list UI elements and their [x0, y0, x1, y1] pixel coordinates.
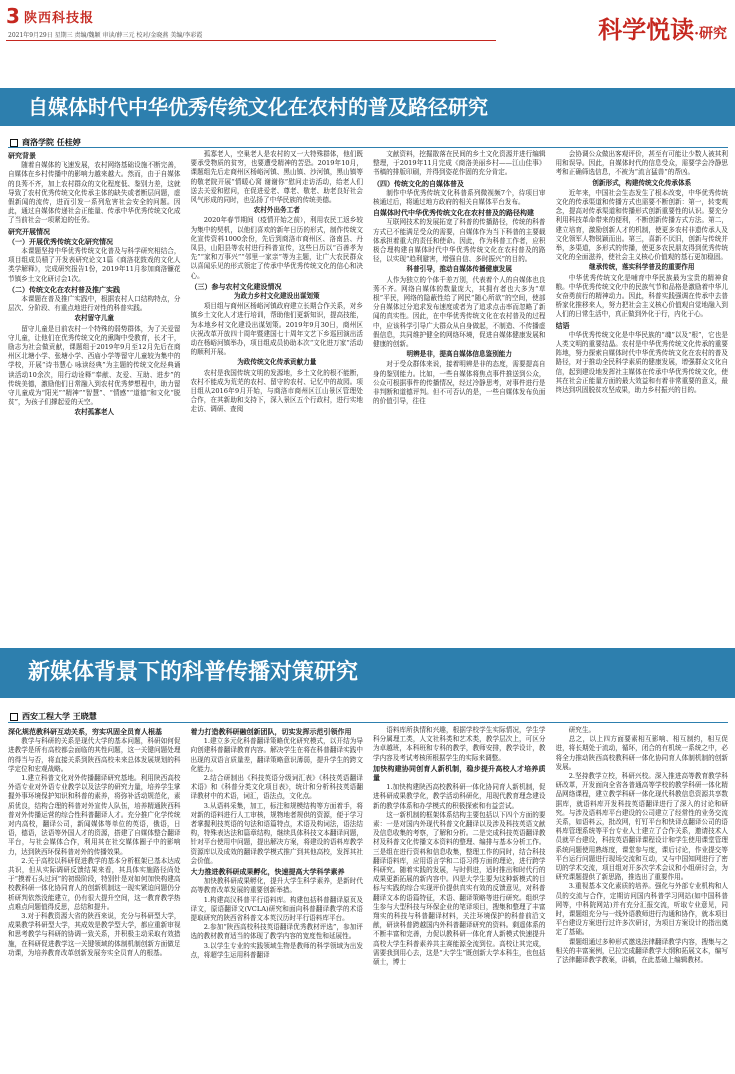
paragraph: 中华优秀传统文化是哺育中华民族最为宝贵的精神食粮。中华优秀传统文化中的民族气节和品格是激励着中华儿女奋勇前行的精神动力。因此，科普实践强调在传承中去普桥家化推移来人，努力把社会主义核心价值观自觉地融入到人们的日常生活中，真正做到外化于行，内化于心。 [555, 273, 728, 319]
byline-rule [8, 722, 728, 723]
paragraph: 3.重视基本文化素质的培养。强化与外部专业机构和人员的交流与合作，定期访问国内科普学习网站(如中国科普网等，中科院网站)并有充分汇报交流，听取专业意见，同时，课题组充分与一线外语教师进行沟通和协作，就本项目平台建设方案进行过许多次研讨，为项目方案设计的指出奠定了基础。 [555, 882, 728, 937]
paragraph: 留守儿童是目前农村一个特殊的弱势群体，为了关爱留守儿童，让他们在优秀传统文化的熏陶中受教育，长才干，励志为社会做贡献，课题组于2019年9月至12月先后在商州区北塘小学、张塘小学、西庙小学等留守儿童较为集中的学校，开展“诗书慧心 咏读经典”为主题的传统文化经典诵读活动10余次，用行动诠释“奉献、友爱、互助、进步”的传统美德，激励他们日常融入到农村优秀梦想程中，助力留守儿童成为“阳光”“精神”“智慧”、“情感”“道德”和文化“脱贫”，为孩子们撑起爱的天空。 [8, 324, 181, 407]
text-column [556, 726, 729, 1071]
text-column [8, 150, 181, 630]
paragraph: 2.坚持教学立校，科研兴校。深入推进高等教育教学科研改革，开发面向全省各普通高等学校的教学科研一体化精品网络课程，建立教学科研一体化现代科教信息资源共享数据库，就语料库开发科技英语翻译进行了深入的讨论和研究。与涉及语料库平台建设的公司建立了经常性的业务交流关系，如语料云，批改网，钉钉平台和快译点翻译公司的语料库管理系统等平台专业人士建立了合作关系，邀请技术人员就平台建设，科技英语翻译课程设计和学生使用课堂管理系统问题使用熟练度，课堂参与度，课后讨论，作业提交等平台运行问题进行现场交流和互动，又与中国知网进行了密切的学术交流，项目组对开多次学术会议和小组研讨会，为研究课题提供了新思路，推选出了重要作用。 [555, 772, 728, 882]
page-number: 3 [6, 4, 20, 28]
paragraph: 研究生。 [568, 726, 596, 734]
paragraph: 中华优秀传统文化是中华民族的“魂”以及“根”，它也是人类文明的重要结晶。农村是中华优秀传统文化传承的重要阵地，努力探索自媒体时代中华优秀传统文化在农村的普及路径，对于推动全民科学素质的健康发展，增强群众文化自信，起到建设地发挥社主媒体在传承中华优秀传统文化，使其在社会正能量方面的最大效益和有着非常重要的意义，最终达到巩固脱贫攻坚成果，助力乡村振兴的目的。 [555, 330, 728, 395]
paragraph: 1.加快构建陕西高校教科研一体化协同育人新机制，促进科研成果教学化，教学活动科研化，用现代教育理念建设新的教学体系和办学模式的积极探索和有益尝试。 [373, 783, 546, 810]
subheading: 加快构建协同创育人新机制，稳步提升高校人才培养质量 [373, 763, 546, 783]
subheading: 结语 [555, 320, 570, 330]
subheading: 着力打造教科研融创新团队，切实发挥示范引领作用 [190, 727, 352, 736]
paragraph: 随着自媒体的飞速发展，农村网络基础设施不断完善，自媒体在乡村传播中的影响力越来越大。然而，由于自媒体的良莠不齐，加上农村群众的文化程度低、鉴别力差，这就导致了农村优秀传统文化传承主体的缺失或者断层问题，虚假新闻的流传，进而引发一系列危害社会安全的问题。因此，通过自媒体传递社会正能量、传承中华优秀传统文化成了当前社会一项紧迫的任务。 [8, 161, 181, 225]
article2-author: 西安工程大学 王晓慧 [22, 712, 97, 721]
subheading: 继承传统，落实科学普及的重要作用 [589, 263, 695, 272]
paragraph: 1.建立科普文化对外传播翻译研究基地。利用陕西高校外语专业对外语专业教学以及法学的研究力量，培养学生掌握外事环境保护知识和科普的素养，将弥补活动规范化，素质优良，结构合理的科普对外宣传人队伍，培养精通陕西科普对外传播运营的综合性科普翻译人才。充分推广化学传统对内高校，翻译公司，新闻媒体等单位的英语，俄语，日语，德语，法语等外国人才的资源，搭建了自媒体整合翻译平台，与社会媒体合作，利用其在社交媒体圈子中的影响力，达到陕西环保科普对外的传播效果。 [8, 774, 181, 856]
subheading: 研究背景 [8, 151, 36, 160]
paragraph: 2.关于高校以科研促进教学的基本分析框架已基本达成共识，但从实际调研反馈结果来看，其具体实施路径尚处于“摸着石头过河”的初级阶段，特别针是对如何加快构建高校教科研一体化协同育人的创新机制这一现实紧迫问题仍分析研判依然没能建立，仍有很大提升空间，这一教育教学热点难点问题值得反思，总结和提升。 [8, 856, 181, 911]
paragraph: 对于受众群体来说，接着明辨是非的态度，需要提高自身的鉴别能力。比如，一些自媒体将焦点事件推送到公众，公众可根据事件的传播情况，经过冷静思考，对事件进行是非判断和道德评判。但不可否认的是，一些自媒体发布负面的价值引导，往往 [373, 360, 546, 406]
text-column [191, 726, 364, 1071]
subheading: 明辨是非，提高自媒体信息鉴别能力 [406, 350, 512, 359]
article2-byline [10, 711, 97, 722]
subheading: 研究开展情况 [8, 226, 50, 236]
article1-title: 自媒体时代中华优秀传统文化在农村的普及路径研究 [0, 88, 735, 126]
subheading: （四）传统文化的自媒体普及 [373, 178, 464, 188]
paragraph: 本课题坚持中华优秀传统文化普及与科学研究相结合，项目组成员積了开发表研究论文1篇《商洛花鼓戏的文化人类学解释》，完成研究报告1份，2019年11月参加商洛镰花节镇乡土文化研讨会1次。 [8, 247, 181, 283]
subheading: 农村留守儿童 [74, 314, 115, 323]
paragraph: 3.对于科教资源大省的陕西来说，充分与科研型大学，成果教学科研型大学，其成效是教学型大学，都应重新审视和思考教学与科研的协调一致关系，并积极主动采取有效措施，在科研促进教学这一关键领域的体制机制创新方面做足功课，为培养教育改革创新发展夯实全员育人的根基。 [8, 912, 181, 957]
subheading: 为政力乡村文化建设出谋划策 [233, 292, 320, 301]
paragraph: 这一新机制的框架体系结构主要包括以下四个方面的要素：一是对国内外现代科普文化翻译以及涉及科技英语文献及信息收集的考察，了解和分析。二是完成科技英语翻译教材及科普文化传播文本资料的整理、编排与基本分析工作。三是组在进行资料和信息收集，整理工作的同时，结合科技翻译语料库，应用语言学和二语习得方面的理论，进行跨学科研究。随着实践的发展，与时俱进，适时推出和时代行的成果更新拓展的新内容中。四是大学生要为这种新模式的目标与实践的综合实现评价提供真实有效的反馈意见，对科普翻译文本的语篇特征，术语、翻译策略等进行研究。组织学生参与大型科技与环保企业的笔译项目，搜集和整理了丰富翔实的科技与科普翻译材料，关注环境保护的科普前沿文献，研读科普跨越国内外科普翻译研究的资料。剩遥体系的不断丰富和完善，力促以教科研一体化育人新模式快速提升高校大学生科普素养共主赛能源全流到位。高校让其完成，需要我到用心去，这是“大学生”既创新大学本科生，也包括硕士，博士 [373, 810, 546, 967]
paragraph: 总之，以上四方面要素相互影响、相互制约，相互促进，将长期处于流动，循环，闭合的有机统一系统之中，必将全力推动陕西高校教科研一体化协同育人体制机制的创新发展。 [555, 735, 728, 771]
article1-author: 商洛学院 任桂婷 [22, 138, 81, 147]
paragraph: 文献资料，挖掘散落在民间的乡土文化资源并进行编辑整理，于2019年11月完成《商洛美丽乡村——江山佳事》书稿的排版印刷，并得到姿花作固的充分肯定。 [373, 150, 546, 177]
section-name: 科学悦读 [598, 15, 695, 44]
header-rule [6, 40, 496, 41]
subheading: 自媒体时代中华优秀传统文化在农村普及的路径构建 [373, 208, 534, 218]
paragraph: 加快教科研成果孵化，提升大学生科学素养，是新时代高等教育改革发展的重要创新举措。 [190, 877, 363, 895]
newspaper-name: 陕西科技报 [24, 11, 95, 26]
subheading: 创新形式，构建传统文化传承体系 [592, 178, 692, 187]
paragraph: 本课题在普及推广实践中，根据农村人口结构特点，分层次、分阶段、有重点地进行对性的科普实践。 [8, 295, 181, 313]
paragraph: 人作为独立的个体千差万别，代表着个人的自媒体也良莠不齐。网络自媒体的数量庞大，其拥有者也大多为“草根”平民，网络的隐蔽性给了网民“随心所欲”的空间，使部分自媒体过分追求发布速度或者为了追求点击率而忽略了新闻的真实性。因此，在中华优秀传统文化在农村普及的过程中，应该科学引导广大群众从自身做起，不制造、不传播虚假信息，共同维护健全的网络环境，促进自媒体健康发展和健康的创新。 [373, 275, 546, 349]
paragraph: 3.以学生专业的实践领域生物是教师的科学领域为出发点，将超学生运用科普翻译 [190, 941, 363, 959]
subheading: 大力推进教科研成果孵化，快速提高大学科学素养 [190, 867, 345, 877]
paragraph: 近年来，中国社会生态发生了根本改变，中华优秀传统文化的传承渠道和传播方式也需要不断创新：第一，转变观念，提高对传承渠道和传播形式创新重要性的认识。要充分利用科技革命带来的便利，不断创新传播方式方法。第二，建立培育，激励创新人才的机制，使更多农村非遗传承人及文化领军人物锐颖而出。第三，喜新不厌旧，创新与传统并举，多渠道，多形式的传播，使更多农民朋友得到优秀传统文化的全面滋养，使社会主义核心价值观的基石更加稳固。 [555, 188, 728, 262]
paragraph: 教学与科研的关系是现代大学的基本问题，科研如何促进教学是所有高校都会面临的其性问题，这一关键问题处理的得当与否，将直接关系到陕西高校未来总体发展规划的科学定位和宏观战略。 [8, 737, 181, 773]
subheading: 农村孤寡老人 [74, 408, 115, 417]
paragraph: 3.从语料采集，加工，标注和规模结构等方面着手，将对新的语料进行人工审核，规物地者规供的资源，便于学习者掌握利技英语的句法和语篇特点，术语及构词法，语法结构，特殊表达法和篇章结构，继续具体科技文本翻译问题，针对平台使用中问题，提出解决方案，将建设的语料库教学资源库以及成效的翻译教学模式推广到其他高校，发挥其社会价值。 [190, 801, 363, 865]
byline-box-icon [10, 713, 18, 721]
subheading: （一）开展优秀传统文化研究情况 [8, 236, 113, 246]
byline-box-icon [10, 139, 18, 147]
byline-rule [8, 147, 728, 148]
text-column [556, 150, 729, 630]
section-title [598, 10, 727, 45]
subheading: 为政传统文化传承贡献力量 [237, 358, 317, 367]
paragraph: 课题组通过多种形式邀选法律翻译教学内容，搜集与之相关的丰富案例，已拉完成翻译教学大纲和拓展文本，编写了法律翻译教学教案，讲稿，在此基础上编辑教材。 [555, 937, 728, 965]
text-column [373, 150, 546, 630]
subheading: 农村外出务工者 [253, 206, 300, 215]
subheading: 深化规范教科研互动关系，穷实巩固全员育人根基 [8, 727, 162, 736]
article2-body [8, 726, 728, 1071]
paragraph: 2020年春节期间（疫情开始之前），利用农民工返乡较为集中的契机，以他们喜欢的新年日历的形式，制作传统文化宣传资料1000余份，先后到商洛市商州区、洛南县、丹凤县，山阳县等农村进行科普宣传，这些日历以“百善孝为先”“家和万事兴”“邻里一家亲”等为主题，让广大农民群众以喜闻乐见的形式领定了传承中华优秀传统文化的信心和决心。 [190, 216, 363, 280]
section-subname: ·研究 [694, 26, 727, 42]
subheading: （三）参与农村文化建设情况 [190, 281, 282, 291]
paragraph: 会协调公众做出客观评价，甚至有可能让少数人被其利用和误导。因此，自媒体时代的信息受众，需要学会冷静思考和正确筛选信息，不被为“流言猛兽”的帮凶。 [555, 150, 728, 177]
paragraph: 孤寡老人，空巢老人是农村的又一大特殊群体，他们既要承受物质的贫穷，也要遭受精神的苦恐。2019年10月，课题组先后走商州区杨峪河镇、黑山镇、沙河镇，黑山镇等的敬老院开展“情暖心窝 谢谢你”慰问走访活动，给老人们送去关爱和慰问，在促进爱老、尊老、敬老、助老良好社会风气形成的同时，也弘扬了中华民族的传统美德。 [190, 150, 363, 205]
paragraph: 1.建立多元化科普翻译策略优化研究模式，以开结为导向创建科普翻译教育内容。解决学生在将在科普翻译实践中出现的双语言质量差，翻译策略意识薄弱，提升学生的跨文化能力。 [190, 737, 363, 773]
paragraph: 制作中华优秀传统文化科普系列微视频7个，待项目审核通过后，将通过地方政府的相关自媒体平台发布。 [373, 188, 546, 207]
text-column [191, 150, 364, 630]
text-column [8, 726, 181, 1071]
paragraph: 项目组与商州区杨峪河镇政府建立长期合作关系，对乡镇乡土文化人才进行培训，帮助他们更新知识，提高技能，为本地乡村文化建设出谋划策。2019年9月30日，商州区庆祝改革开放四十周年暨建国七十周年文艺下乡巡回演出活动在杨峪河镇举办，项目组成员协助本次“文化进万家”活动的顺利开展。 [190, 302, 363, 357]
paragraph: 语料库所执情和兴趣，根据学校学生实际情况，学生学科分属理工类，人文社科类和艺术类，教学层次上，可区分为卓越班，本科班和专科的教学，教师安排，教学设计，教学内容及考试考核所根据学生的实际来调整。 [373, 726, 546, 762]
paragraph: 1.构建高汉科普平行语料库。构建包括科普翻译原页及译文，原语翻译文(VCLA)研究和面向科普翻译教学的术语提取研究的陕西省科普文本英汉历时平行语料库平台。 [190, 895, 363, 923]
subheading: 科普引导，推动自媒体传播健康发展 [406, 265, 512, 274]
subheading: （二）传统文化在农村普及推广实践 [8, 284, 120, 294]
paragraph: 2.参加“陕西高校科技英语翻译优秀教材评选”，参加评选的教材教育适当的体现了教学内容的宽度性和延展性。 [190, 923, 363, 941]
paragraph: 2.结合研制出《科技英语分级词汇表》《科技英语翻译术语》和《科普分类文化项目表》，统计和分析科技英语翻译教材中的术语，词汇，语法点，文化点。 [190, 774, 363, 801]
masthead [0, 0, 735, 58]
paragraph: 农村是我国传统文明的发源地，乡土文化的根不能断，农村不能成为荒芜的农村、留守的农村、记忆中的故园。项目组从2016年9月开始，与商洛市商州区江山景区管理处合作，在其新助和支持下，深入景区五个行政村，进行实地走访、调研、查阅 [190, 368, 363, 414]
paragraph: 互联网技术的发展拓宽了科普的传播路径，传统的科普方式已不能满足受众的需要，自媒体作为当下科普的主要载体承担着重大的责任和使命。因此，作为科普工作者，应积极合理构建自媒体时代中华优秀传统文化在农村普及的路径，以实现“趋利避害，增强自信、多时振兴”的目的。 [373, 218, 546, 264]
text-column [373, 726, 546, 1071]
article1-body [8, 150, 728, 630]
article2-title: 新媒体背景下的科普传播对策研究 [0, 648, 735, 698]
date-line: 2021年9月29日 星期三 责编/魏颖 审读/薛三元 校对/金晓燕 美编/李彩霞 [8, 32, 203, 39]
